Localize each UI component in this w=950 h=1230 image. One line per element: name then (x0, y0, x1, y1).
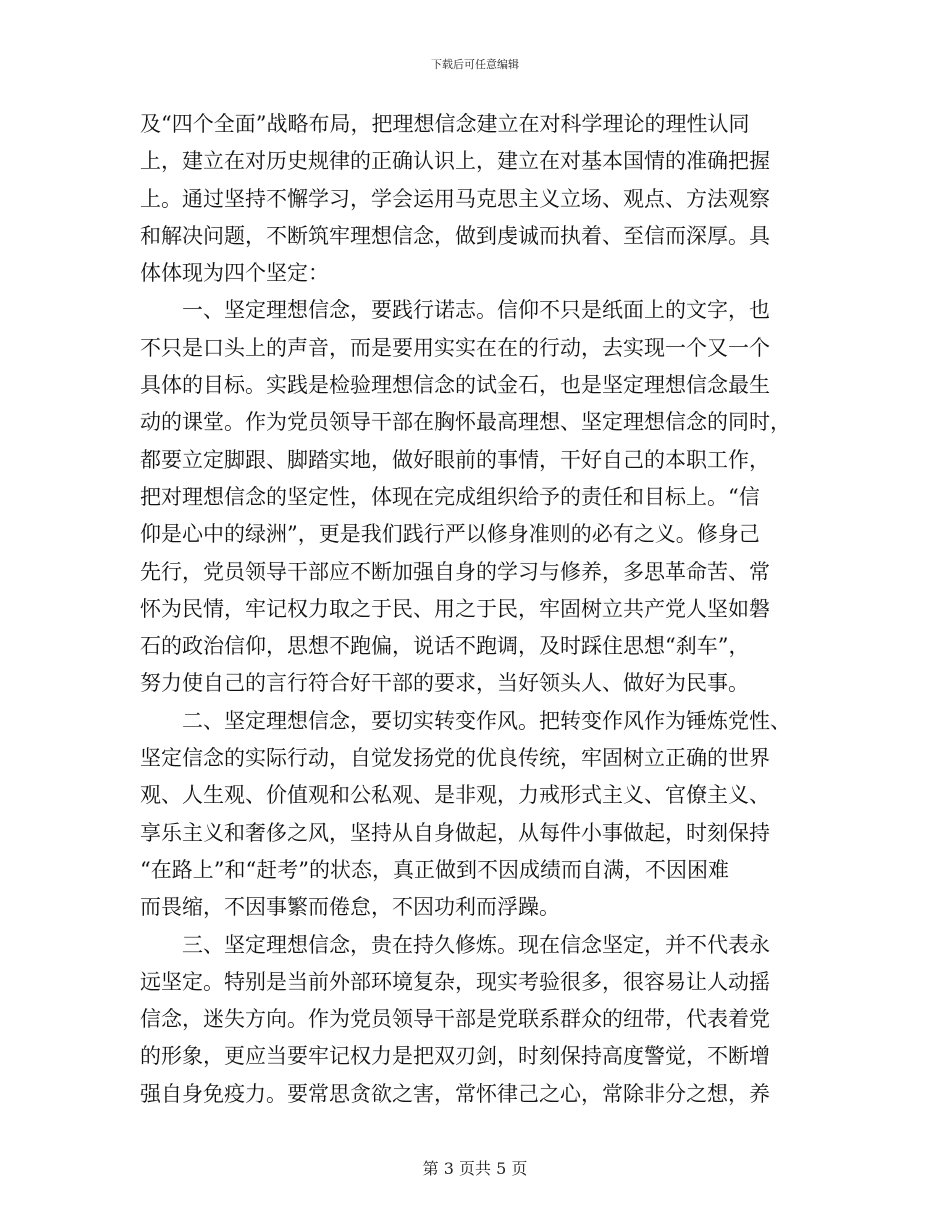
text-line: 和解决问题，不断筑牢理想信念，做到虔诚而执着、至信而深厚。具 (140, 223, 770, 248)
text-line: 先行，党员领导干部应不断加强自身的学习与修养，多思革命苦、常 (140, 559, 770, 584)
page-number: 第 3 页共 5 页 (422, 1159, 528, 1178)
text-line: 享乐主义和奢侈之风，坚持从自身做起，从每件小事做起，时刻保持 (140, 820, 770, 845)
text-line: “在路上”和“赶考”的状态，真正做到不因成绩而自满，不因困难 (140, 857, 729, 882)
text-line: 具体的目标。实践是检验理想信念的试金石，也是坚定理想信念最生 (140, 373, 770, 398)
text-line: 都要立定脚跟、脚踏实地，做好眼前的事情，干好自己的本职工作， (140, 447, 770, 472)
text-line: 一、坚定理想信念，要践行诺志。信仰不只是纸面上的文字，也 (140, 298, 770, 323)
text-line: 动的课堂。作为党员领导干部在胸怀最高理想、坚定理想信念的同时， (140, 410, 791, 435)
text-line: 上，建立在对历史规律的正确认识上，建立在对基本国情的准确把握 (140, 149, 770, 174)
text-line: 体体现为四个坚定： (140, 261, 329, 286)
text-line: 仰是心中的绿洲”，更是我们践行严以修身准则的必有之义。修身己 (140, 522, 760, 547)
page-header: 下载后可任意编辑 (431, 58, 519, 71)
text-line: 远坚定。特别是当前外部环境复杂，现实考验很多，很容易让人动摇 (140, 969, 770, 994)
text-line: 而畏缩，不因事繁而倦怠，不因功利而浮躁。 (140, 895, 560, 920)
text-line: 及“四个全面”战略布局，把理想信念建立在对科学理论的理性认同 (140, 112, 750, 136)
text-line: 石的政治信仰，思想不跑偏，说话不跑调，及时踩住思想“刹车”， (140, 634, 750, 659)
text-line: 上。通过坚持不懈学习，学会运用马克思主义立场、观点、方法观察 (140, 186, 770, 211)
text-line: 坚定信念的实际行动，自觉发扬党的优良传统，牢固树立正确的世界 (140, 746, 770, 771)
document-body (140, 106, 812, 1113)
text-line: 强自身免疫力。要常思贪欲之害，常怀律己之心，常除非分之想，养 (140, 1081, 770, 1106)
text-line: 怀为民情，牢记权力取之于民、用之于民，牢固树立共产党人坚如磐 (140, 596, 770, 621)
text-line: 三、坚定理想信念，贵在持久修炼。现在信念坚定，并不代表永 (140, 932, 770, 957)
text-line: 观、人生观、价值观和公私观、是非观，力戒形式主义、官僚主义、 (140, 783, 770, 808)
text-line: 的形象，更应当要牢记权力是把双刃剑，时刻保持高度警觉，不断增 (140, 1044, 770, 1069)
text-line: 二、坚定理想信念，要切实转变作风。把转变作风作为锤炼党性、 (140, 708, 791, 733)
text-line: 信念，迷失方向。作为党员领导干部是党联系群众的纽带，代表着党 (140, 1007, 770, 1032)
text-line: 努力使自己的言行符合好干部的要求，当好领头人、做好为民事。 (140, 671, 749, 696)
text-line: 把对理想信念的坚定性，体现在完成组织给予的责任和目标上。“信 (140, 484, 760, 509)
text-line: 不只是口头上的声音，而是要用实实在在的行动，去实现一个又一个 (140, 335, 770, 360)
